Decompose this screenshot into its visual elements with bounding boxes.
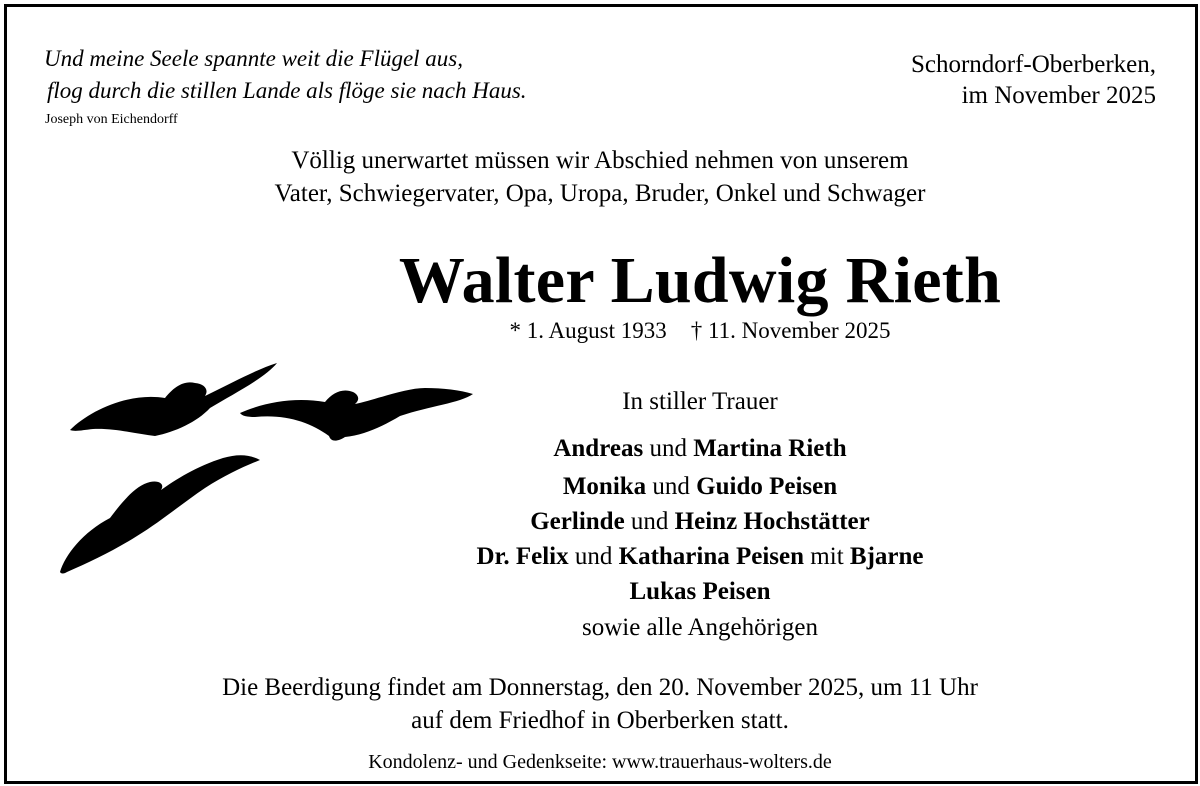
connector-and: und (652, 473, 690, 500)
mourner-first-name: Gerlinde (530, 508, 625, 535)
intro-line-1: Völlig unerwartet müssen wir Abschied nehmen von unserem (291, 147, 909, 174)
intro-line-2: Vater, Schwiegervater, Opa, Uropa, Bruder, Onkel und Schwager (274, 180, 926, 207)
bird-1 (70, 363, 277, 436)
relatives-line: sowie alle Angehörigen (581, 614, 819, 641)
burial-line-1: Die Beerdigung findet am Donnerstag, den 20. November 2025, um 11 Uhr (222, 674, 978, 701)
family-line-1 (300, 432, 1100, 466)
mourner-name: Lukas Peisen (629, 578, 771, 605)
mourner-first-name: Dr. Felix (476, 543, 569, 570)
birth-date: * 1. August 1933 (509, 318, 667, 343)
connector-and: und (574, 543, 613, 570)
connector-with: mit (810, 543, 844, 570)
family-line-3 (300, 505, 1100, 539)
family-line-4 (300, 540, 1100, 574)
mourner-first-name: Andreas (553, 435, 644, 462)
family-line-2 (300, 470, 1100, 504)
condolence-website: Kondolenz- und Gedenkseite: www.trauerhaus-wolters.de (368, 751, 832, 773)
quote-line-2: flog durch die stillen Lande als flöge sie nach Haus. (47, 78, 527, 103)
death-date: † 11. November 2025 (690, 318, 891, 343)
deceased-name: Walter Ludwig Rieth (398, 244, 1002, 317)
mourner-first-name: Monika (562, 473, 647, 500)
quote-author: Joseph von Eichendorff (45, 112, 178, 127)
connector-and: und (630, 508, 669, 535)
mourner-partner-name: Heinz Hochstätter (674, 508, 870, 535)
mourner-partner-name: Katharina Peisen (618, 543, 805, 570)
family-line-5 (300, 575, 1100, 609)
mourner-partner-name: Martina Rieth (693, 435, 847, 462)
quote-line-1: Und meine Seele spannte weit die Flügel aus, (44, 46, 464, 71)
bird-3 (60, 455, 260, 573)
mourning-heading: In stiller Trauer (622, 388, 778, 415)
burial-line-2: auf dem Friedhof in Oberberken statt. (411, 707, 789, 734)
date-line: im November 2025 (961, 82, 1156, 109)
connector-and: und (649, 435, 687, 462)
place-line: Schorndorf-Oberberken, (910, 51, 1156, 78)
mourner-partner-name: Guido Peisen (696, 473, 838, 500)
mourner-child-name: Bjarne (849, 543, 924, 570)
life-dates (300, 318, 1100, 344)
